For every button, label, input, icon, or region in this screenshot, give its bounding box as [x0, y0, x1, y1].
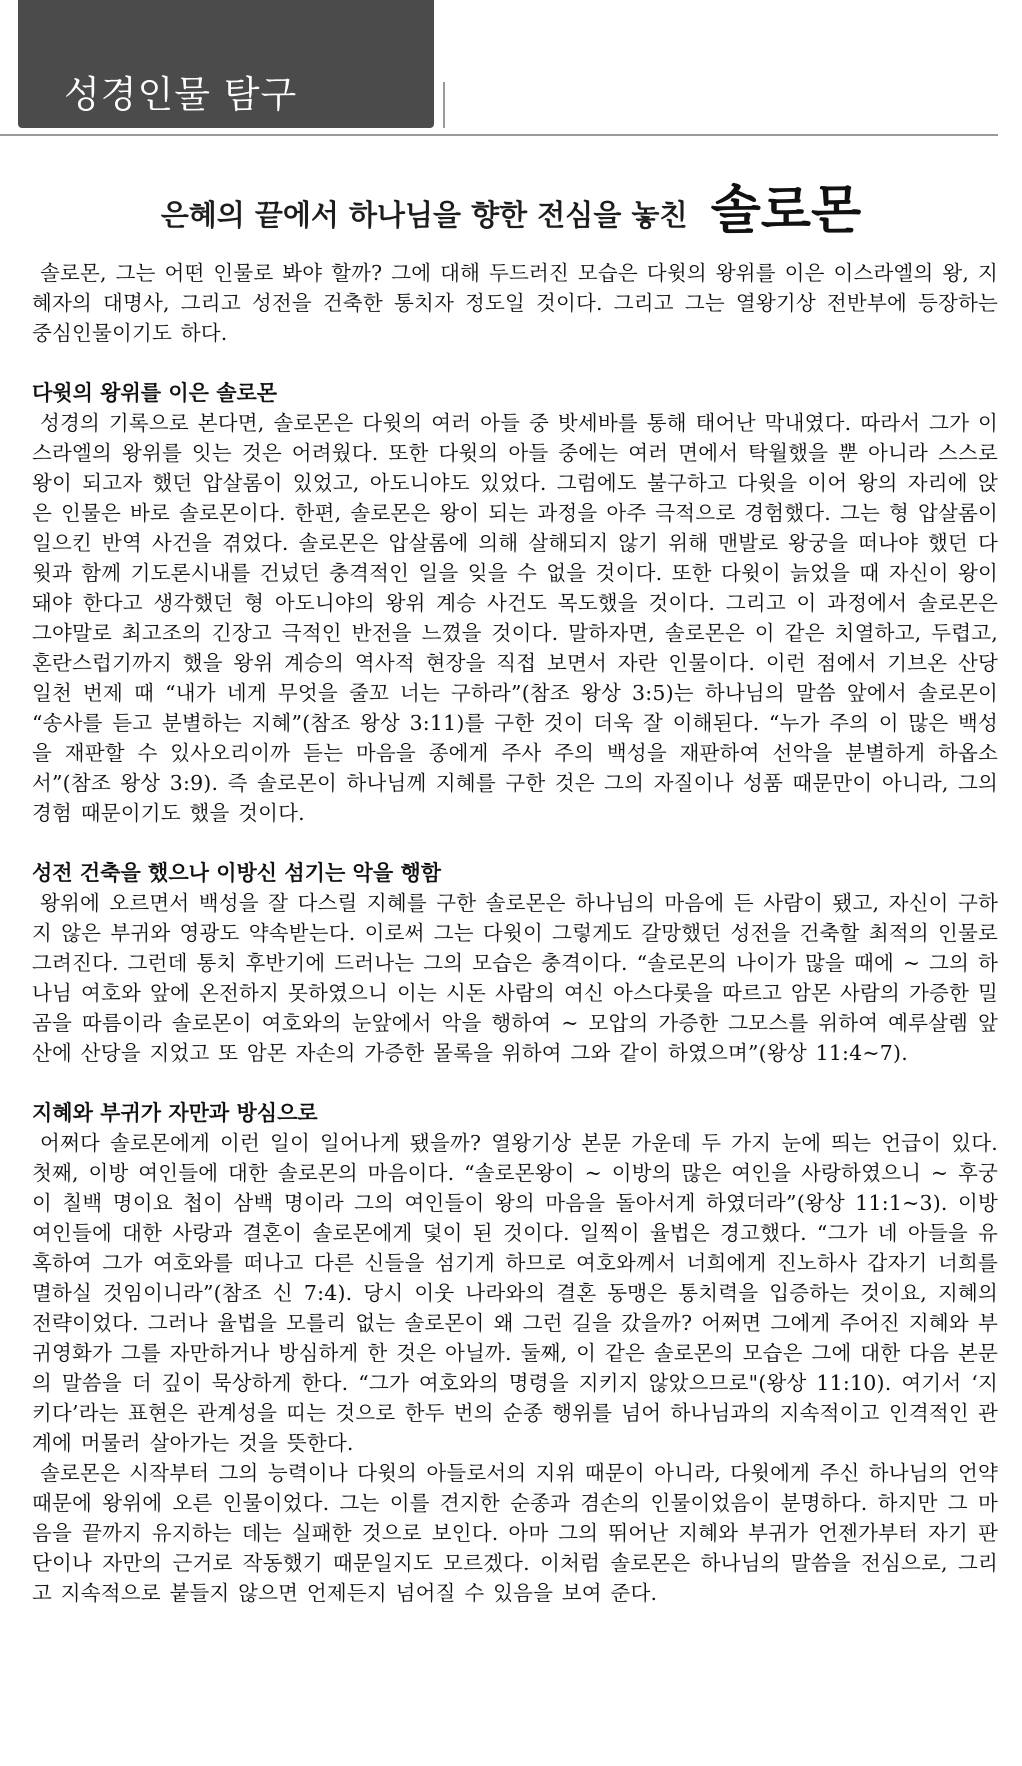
section-header-tab	[18, 0, 434, 128]
header-rule	[0, 134, 998, 136]
article-title-lead: 은혜의 끝에서 하나님을 향한 전심을 놓친	[160, 198, 688, 232]
article-title	[0, 168, 1022, 243]
header-divider-tick	[443, 82, 445, 128]
section-paragraph: 어쩌다 솔로몬에게 이런 일이 일어나게 됐을까? 열왕기상 본문 가운데 두 가지 눈에 띄는 언급이 있다. 첫째, 이방 여인들에 대한 솔로몬의 마음이다. “솔로몬왕이 ~ 이방의 많은 여인을 사랑하였으니 ~ 후궁이 칠백 명이요 첩이 삼백 명이라 그의 여인들이 왕의 마음을 돌아서게 하였더라”(왕상 11:1~3). 이방 여인들에 대한 사랑과 결혼이 솔로몬에게 덫이 된 것이다. 일찍이 율법은 경고했다. “그가 네 아들을 유혹하여 그가 여호와를 떠나고 다른 신들을 섬기게 하므로 여호와께서 너희에게 진노하사 갑자기 너희를 멸하실 것임이니라”(참조 신 7:4). 당시 이웃 나라와의 결혼 동맹은 통치력을 입증하는 것이요, 지혜의 전략이었다. 그러나 율법을 모를리 없는 솔로몬이 왜 그런 길을 갔을까? 어쩌면 그에게 주어진 지혜와 부귀영화가 그를 자만하거나 방심하게 한 것은 아닐까. 둘째, 이 같은 솔로몬의 모습은 그에 대한 다음 본문의 말씀을 더 깊이 묵상하게 한다. “그가 여호와의 명령을 지키지 않았으므로"(왕상 11:10). 여기서 ‘지키다’라는 표현은 관계성을 띠는 것으로 한두 번의 순종 행위를 넘어 하나님과의 지속적이고 인격적인 관계에 머물러 살아가는 것을 뜻한다.	[32, 1131, 998, 1455]
section-heading: 성전 건축을 했으나 이방신 섬기는 악을 행함	[32, 861, 442, 885]
section-3	[32, 1098, 998, 1608]
intro-paragraph: 솔로몬, 그는 어떤 인물로 봐야 할까? 그에 대해 두드러진 모습은 다윗의 왕위를 이은 이스라엘의 왕, 지혜자의 대명사, 그리고 성전을 건축한 통치자 정도일 것이다. 그리고 그는 열왕기상 전반부에 등장하는 중심인물이기도 하다.	[32, 261, 998, 345]
section-header-label: 성경인물 탐구	[64, 73, 298, 116]
section-1	[32, 378, 998, 828]
section-2	[32, 858, 998, 1068]
section-paragraph: 왕위에 오르면서 백성을 잘 다스릴 지혜를 구한 솔로몬은 하나님의 마음에 든 사람이 됐고, 자신이 구하지 않은 부귀와 영광도 약속받는다. 이로써 그는 다윗이 그렇게도 갈망했던 성전을 건축할 최적의 인물로 그려진다. 그런데 통치 후반기에 드러나는 그의 모습은 충격이다. “솔로몬의 나이가 많을 때에 ~ 그의 하나님 여호와 앞에 온전하지 못하였으니 이는 시돈 사람의 여신 아스다롯을 따르고 암몬 사람의 가증한 밀곰을 따름이라 솔로몬이 여호와의 눈앞에서 악을 행하여 ~ 모압의 가증한 그모스를 위하여 예루살렘 앞산에 산당을 지었고 또 암몬 자손의 가증한 몰록을 위하여 그와 같이 하였으며”(왕상 11:4~7).	[32, 891, 998, 1065]
article-title-name: 솔로몬	[710, 181, 862, 241]
section-heading: 다윗의 왕위를 이은 솔로몬	[32, 381, 278, 405]
article-body	[32, 258, 998, 1608]
section-heading: 지혜와 부귀가 자만과 방심으로	[32, 1101, 318, 1125]
section-paragraph: 성경의 기록으로 본다면, 솔로몬은 다윗의 여러 아들 중 밧세바를 통해 태어난 막내였다. 따라서 그가 이스라엘의 왕위를 잇는 것은 어려웠다. 또한 다윗의 아들 중에는 여러 면에서 탁월했을 뿐 아니라 스스로 왕이 되고자 했던 압살롬이 있었고, 아도니야도 있었다. 그럼에도 불구하고 다윗을 이어 왕의 자리에 앉은 인물은 바로 솔로몬이다. 한편, 솔로몬은 왕이 되는 과정을 아주 극적으로 경험했다. 그는 형 압살롬이 일으킨 반역 사건을 겪었다. 솔로몬은 압살롬에 의해 살해되지 않기 위해 맨발로 왕궁을 떠나야 했던 다윗과 함께 기도론시내를 건넜던 충격적인 일을 잊을 수 없을 것이다. 또한 다윗이 늙었을 때 자신이 왕이 돼야 한다고 생각했던 형 아도니야의 왕위 계승 사건도 목도했을 것이다. 그리고 이 과정에서 솔로몬은 그야말로 최고조의 긴장고 극적인 반전을 느꼈을 것이다. 말하자면, 솔로몬은 이 같은 치열하고, 두렵고, 혼란스럽기까지 했을 왕위 계승의 역사적 현장을 직접 보면서 자란 인물이다. 이런 점에서 기브온 산당 일천 번제 때 “내가 네게 무엇을 줄꼬 너는 구하라”(참조 왕상 3:5)는 하나님의 말씀 앞에서 솔로몬이 “송사를 듣고 분별하는 지혜”(참조 왕상 3:11)를 구한 것이 더욱 잘 이해된다. “누가 주의 이 많은 백성을 재판할 수 있사오리이까 듣는 마음을 종에게 주사 주의 백성을 재판하여 선악을 분별하게 하옵소서”(참조 왕상 3:9). 즉 솔로몬이 하나님께 지혜를 구한 것은 그의 자질이나 성품 때문만이 아니라, 그의 경험 때문이기도 했을 것이다.	[32, 411, 998, 825]
section-paragraph: 솔로몬은 시작부터 그의 능력이나 다윗의 아들로서의 지위 때문이 아니라, 다윗에게 주신 하나님의 언약 때문에 왕위에 오른 인물이었다. 그는 이를 견지한 순종과 겸손의 인물이었음이 분명하다. 하지만 그 마음을 끝까지 유지하는 데는 실패한 것으로 보인다. 아마 그의 뛰어난 지혜와 부귀가 언젠가부터 자기 판단이나 자만의 근거로 작동했기 때문일지도 모르겠다. 이처럼 솔로몬은 하나님의 말씀을 전심으로, 그리고 지속적으로 붙들지 않으면 언제든지 넘어질 수 있음을 보여 준다.	[32, 1461, 998, 1605]
